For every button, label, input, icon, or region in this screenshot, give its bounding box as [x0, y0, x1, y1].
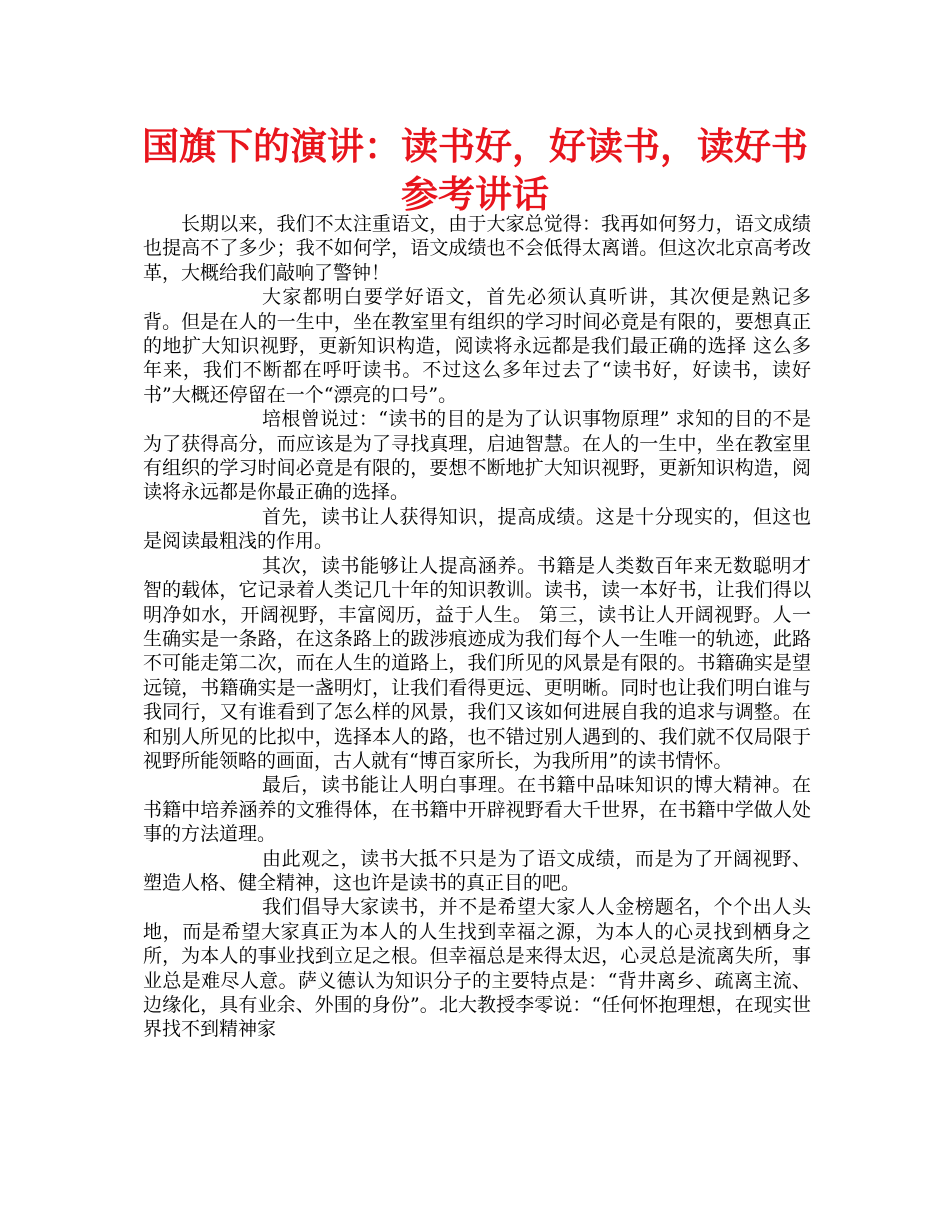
paragraph-4: 首先，读书让人获得知识，提高成绩。这是十分现实的，但这也是阅读最粗浅的作用。: [143, 505, 811, 553]
paragraph-1: 长期以来，我们不太注重语文，由于大家总觉得：我再如何努力，语文成绩也提高不了多少；我不如何学，语文成绩也不会低得太离谱。但这次北京高考改革，大概给我们敲响了警钟！: [143, 213, 811, 284]
paragraph-3: 培根曾说过：“读书的目的是为了认识事物原理” 求知的目的不是为了获得高分，而应该是为了寻找真理，启迪智慧。在人的一生中，坐在教室里有组织的学习时间必竟是有限的，要想不断地扩大知识视野，更新知识构造，阅读将永远都是你最正确的选择。: [143, 408, 811, 504]
paragraph-2: 大家都明白要学好语文，首先必须认真听讲，其次便是熟记多背。但是在人的一生中，坐在教室里有组织的学习时间必竟是有限的，要想真正的地扩大知识视野，更新知识构造，阅读将永远都是我们最正确的选择 这么多年来，我们不断都在呼吁读书。不过这么多年过去了“读书好，好读书，读好书”大概还停留在一个“漂亮的口号”。: [143, 286, 811, 406]
page-subtitle: 参考讲话: [401, 173, 549, 216]
paragraph-7: 由此观之，读书大抵不只是为了语文成绩，而是为了开阔视野、塑造人格、健全精神，这也许是读书的真正目的吧。: [143, 847, 811, 894]
document-body: [143, 212, 811, 1042]
paragraph-6: 最后，读书能让人明白事理。在书籍中品味知识的博大精神。在书籍中培养涵养的文雅得体，在书籍中开辟视野看大千世界，在书籍中学做人处事的方法道理。: [143, 774, 811, 846]
page-title: 国旗下的演讲：读书好，好读书，读好书: [142, 125, 808, 168]
paragraph-8: 我们倡导大家读书，并不是希望大家人人金榜题名，个个出人头地，而是希望大家真正为本人的人生找到幸福之源，为本人的心灵找到栖身之所，为本人的事业找到立足之根。但幸福总是来得太迟，心灵总是流离失所，事业总是难尽人意。萨义德认为知识分子的主要特点是：“背井离乡、疏离主流、边缘化，具有业余、外围的身份”。北大教授李零说：“任何怀抱理想，在现实世界找不到精神家: [143, 896, 811, 1041]
paragraph-5: 其次，读书能够让人提高涵养。书籍是人类数百年来无数聪明才智的载体，它记录着人类记几十年的知识教训。读书，读一本好书，让我们得以明净如水，开阔视野，丰富阅历，益于人生。 第三，读书让人开阔视野。人一生确实是一条路，在这条路上的跋涉痕迹成为我们每个人一生唯一的轨迹，此路不可能走第二次，而在人生的道路上，我们所见的风景是有限的。书籍确实是望远镜，书籍确实是一盏明灯，让我们看得更远、更明晰。同时也让我们明白谁与我同行，又有谁看到了怎么样的风景，我们又该如何进展自我的追求与调整。在和别人所见的比拟中，选择本人的路，也不错过别人遇到的、我们就不仅局限于视野所能领略的画面，古人就有“博百家所长，为我所用”的读书情怀。: [143, 554, 811, 772]
